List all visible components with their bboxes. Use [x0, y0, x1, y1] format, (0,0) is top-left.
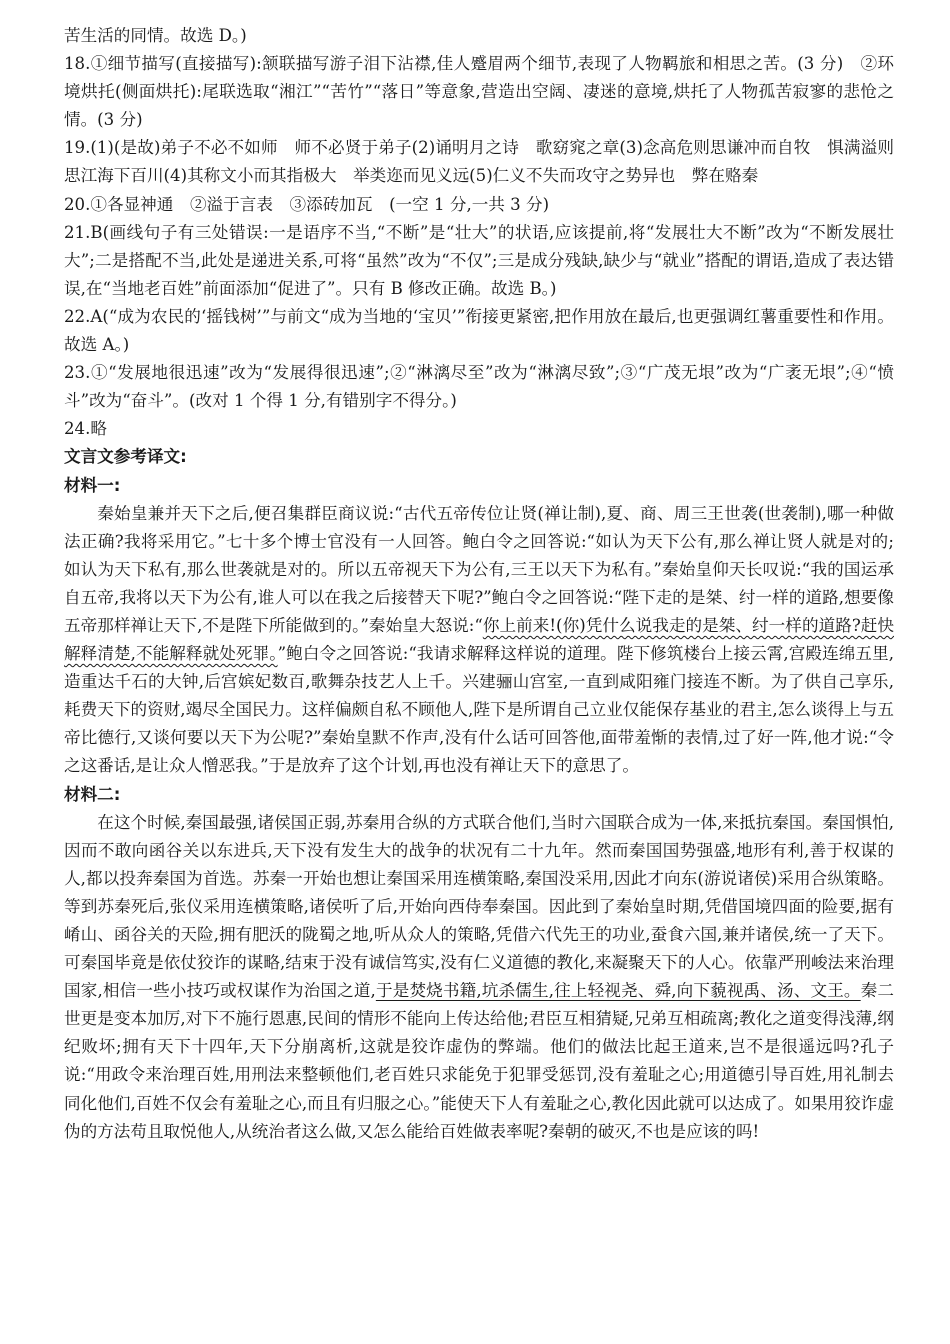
material-1-wavy-underlined-text: 你上前来!(你)凭什么说我走的是桀、纣一样的道路?赶快解释清楚,不能解释就处死罪。 [64, 615, 895, 664]
translation-heading: 文言文参考译文: [64, 447, 187, 467]
answer-17-continuation: 苦生活的同情。故选 D。) [64, 26, 247, 45]
answer-19: 19.(1)(是故)弟子不必不如师 师不必贤于弟子(2)诵明月之诗 歌窈窕之章(3)念高危则思谦冲而自牧 惧满溢则思江海下百川(4)其称文小而其指极大 举类迩而见义远(5)仁义不失而攻守之势异也 弊在赂秦 [64, 138, 894, 186]
answer-21: 21.B(画线句子有三处错误:一是语序不当,“不断”是“壮大”的状语,应该提前,将“发展壮大不断”改为“不断发展壮大”;二是搭配不当,此处是递进关系,可将“虽然”改为“不仅”;三是成分残缺,缺少与“就业”搭配的谓语,造成了表达错误,在“当地老百姓”前面添加“促进了”。只有 B 修改正确。故选 B。) [64, 222, 894, 298]
answer-22: 22.A(“成为农民的‘摇钱树’”与前文“成为当地的‘宝贝’”衔接更紧密,把作用放在最后,也更强调红薯重要性和作用。故选 A。) [64, 306, 894, 355]
material-2-underlined-text: 于是焚烧书籍,坑杀儒生,往上轻视尧、舜,向下藐视禹、汤、文王。 [375, 981, 861, 1001]
answer-page [64, 22, 894, 1146]
material-2-text-b: 秦二世更是变本加厉,对下不施行恩惠,民间的情形不能向上传达给他;君臣互相猜疑,兄弟互相疏离;教化之道变得浅薄,纲纪败坏;拥有天下十四年,天下分崩离析,这就是狡诈虚伪的弊端。他们的做法比起王道来,岂不是很遥远吗?孔子说:“用政令来治理百姓,用刑法来整顿他们,老百姓只求能免于犯罪受惩罚,没有羞耻之心;用道德引导百姓,用礼制去同化他们,百姓不仅会有羞耻之心,而且有归服之心。”能使天下人有羞耻之心,教化因此就可以达成了。如果用狡诈虚伪的方法苟且取悦他人,从统治者这么做,又怎么能给百姓做表率呢?秦朝的破灭,不也是应该的吗! [64, 981, 894, 1141]
answer-20: 20.①各显神通 ②溢于言表 ③添砖加瓦 (一空 1 分,一共 3 分) [64, 194, 550, 214]
material-1-text-b: ”鲍白令之回答说:“我请求解释这样说的道理。陛下修筑楼台上接云霄,宫殿连绵五里,造重达千石的大钟,后宫嫔妃数百,歌舞杂技艺人上千。兴建骊山宫室,一直到咸阳雍门接连不断。为了供自己享乐,耗费天下的资财,竭尽全国民力。这样偏颇自私不顾他人,陛下是所谓自己立业仅能保存基业的君主,怎么谈得上与五帝比德行,又谈何要以天下为公呢?”秦始皇默不作声,没有什么话可回答他,面带羞惭的表情,过了好一阵,他才说:“令之这番话,是让众人憎恶我。”于是放弃了这个计划,再也没有禅让天下的意思了。 [64, 644, 894, 776]
material-1-paragraph [64, 500, 894, 781]
answer-24: 24.略 [64, 419, 107, 439]
material-2-text-a: 在这个时候,秦国最强,诸侯国正弱,苏秦用合纵的方式联合他们,当时六国联合成为一体,来抵抗秦国。秦国惧怕,因而不敢向函谷关以东进兵,天下没有发生大的战争的状况有二十九年。然而秦国国势强盛,地形有利,善于权谋的人,都以投奔秦国为首选。苏秦一开始也想让秦国采用连横策略,秦国没采用,因此才向东(游说诸侯)采用合纵策略。等到苏秦死后,张仪采用连横策略,诸侯听了后,开始向西侍奉秦国。因此到了秦始皇时期,凭借国境四面的险要,据有崤山、函谷关的天险,拥有肥沃的陇蜀之地,听从众人的策略,凭借六代先王的功业,蚕食六国,兼并诸侯,统一了天下。可秦国毕竟是依仗狡诈的谋略,结束于没有诚信笃实,没有仁义道德的教化,来凝聚天下的人心。依靠严刑峻法来治理国家,相信一些小技巧或权谋作为治国之道, [64, 812, 894, 1001]
material-2-paragraph [64, 809, 894, 1146]
material-2-title: 材料二: [64, 784, 121, 804]
answer-18: 18.①细节描写(直接描写):颔联描写游子泪下沾襟,佳人蹙眉两个细节,表现了人物羁旅和相思之苦。(3 分) ②环境烘托(侧面烘托):尾联选取“湘江”“苦竹”“落日”等意象,营造出空阔、凄迷的意境,烘托了人物孤苦寂寥的悲怆之情。(3 分) [64, 54, 894, 130]
material-1-text-a: 秦始皇兼并天下之后,便召集群臣商议说:“古代五帝传位让贤(禅让制),夏、商、周三王世袭(世袭制),哪一种做法正确?我将采用它。”七十多个博士官没有一人回答。鲍白令之回答说:“如认为天下公有,那么禅让贤人就是对的;如认为天下私有,那么世袭就是对的。所以五帝视天下为公有,三王以天下为私有。”秦始皇仰天长叹说:“我的国运承自五帝,我将以天下为公有,谁人可以在我之后接替天下呢?”鲍白令之回答说:“陛下走的是桀、纣一样的道路,想要像五帝那样禅让天下,不是陛下所能做到的。”秦始皇大怒说:“ [64, 503, 894, 635]
answer-23: 23.①“发展地很迅速”改为“发展得很迅速”;②“淋漓尽至”改为“淋漓尽致”;③“广茂无垠”改为“广袤无垠”;④“愤斗”改为“奋斗”。(改对 1 个得 1 分,有错别字不得分。) [64, 363, 894, 411]
material-1-title: 材料一: [64, 475, 121, 495]
